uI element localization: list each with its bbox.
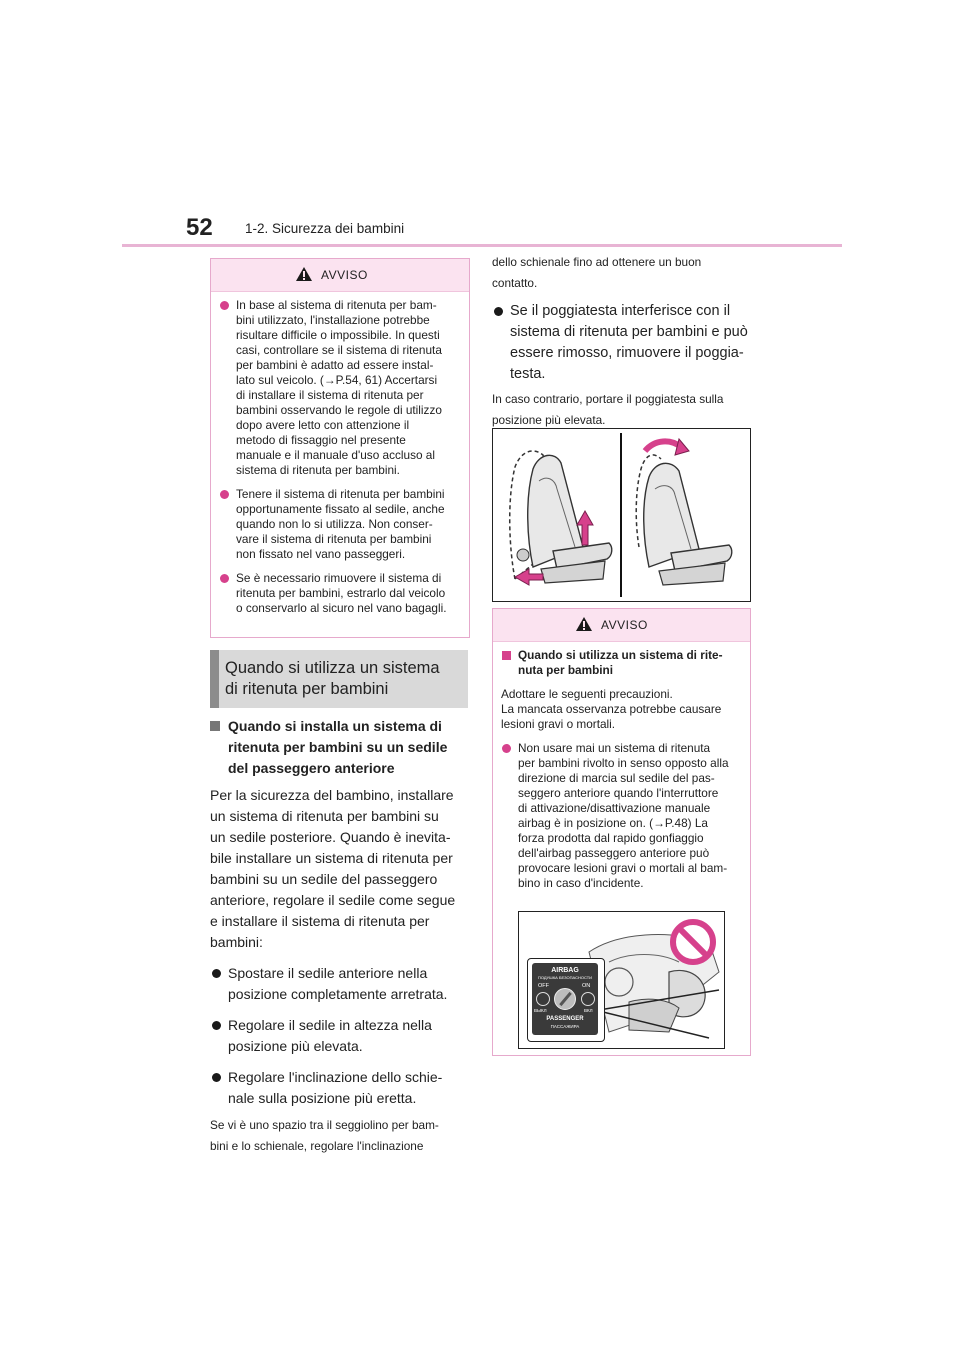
warning-text: Tenere il sistema di ritenuta per bambini opportunamente fissato al sedile, anche quando non lo si utilizza. Non conser- vare il sistema di ritenuta per bambini non fissato nel vano passeggeri. <box>236 487 445 561</box>
warning-text: In base al sistema di ritenuta per bam- bini utilizzato, l'installazione potrebbe risultare difficile o impossibile. In questi casi, controllare se il sistema di ritenuta per bambini è adatto ad essere instal- lato sul veicolo. (→P.54, 61) Accertarsi di installare il sistema di ritenuta per bambini osservando le regole di utilizzo dopo avere letto con attenzione il metodo di fissaggio nel presente manuale e il manuale d'uso accluso al sistema di ritenuta per bambini. <box>236 298 442 477</box>
heading-bar <box>210 650 219 708</box>
warning-item <box>219 571 459 616</box>
bullet-icon <box>220 490 229 499</box>
section-heading-text: Quando si utilizza un sistema di ritenuta per bambini <box>225 659 440 698</box>
note-line: Se vi è uno spazio tra il seggiolino per bam- <box>210 1118 439 1132</box>
bullet-icon <box>212 1021 221 1030</box>
airbag-label-ru: ПОДУШКА БЕЗОПАСНОСТИ <box>537 975 593 980</box>
warning-box-2 <box>492 608 751 1056</box>
off-label: OFF <box>538 983 549 989</box>
warning-item <box>219 298 459 478</box>
header-rule <box>122 244 842 247</box>
child-seat-icon <box>536 992 550 1006</box>
warning-title: AVVISO <box>321 268 368 282</box>
warning-header <box>493 609 750 642</box>
warning-box-1 <box>210 258 470 638</box>
airbag-label: AIRBAG <box>551 967 579 974</box>
section-title: 1-2. Sicurezza dei bambini <box>245 221 405 236</box>
off-label-ru: ВЫКЛ <box>534 1008 547 1013</box>
warning-body <box>211 292 469 633</box>
airbag-switch-callout <box>527 958 605 1042</box>
on-label: ON <box>582 983 591 989</box>
continued-line: dello schienale fino ad ottenere un buon <box>492 255 702 269</box>
warning-text: Non usare mai un sistema di ritenuta per bambini rivolto in senso opposto alla direzione di marcia sul sedile del pas- seggero anteriore quando l'interruttore di attivazione/disattivazione manuale airbag è in posizione on. (→P.48) La forza prodotta dal rapido gonfiaggio dell'airbag passeggero anteriore può provocare lesioni gravi o mortali al bam- bino in caso d'incidente. <box>518 741 729 890</box>
seat-adjustment-image <box>493 429 750 601</box>
list-item <box>210 1015 472 1057</box>
airbag-illustration <box>518 911 725 1049</box>
square-bullet-icon <box>210 721 220 731</box>
list-item <box>492 301 762 385</box>
square-bullet-icon <box>502 651 511 660</box>
warning-item <box>501 741 740 891</box>
warning-item <box>219 487 459 562</box>
warning-text: Se è necessario rimuovere il sistema di ritenuta per bambini, estrarlo dal veicolo o conservarlo al sicuro nel vano bagagli. <box>236 571 447 615</box>
list-item <box>210 1067 472 1109</box>
seat-left-graphic <box>510 451 612 585</box>
passenger-label: PASSENGER <box>546 1016 584 1022</box>
warning-title: AVVISO <box>601 618 648 632</box>
left-column <box>210 716 472 1157</box>
airbag-switch-panel <box>532 963 598 1035</box>
seat-illustration <box>492 428 751 602</box>
seat-right-graphic <box>636 439 732 585</box>
airbag-off-icon <box>581 992 595 1006</box>
passenger-label-ru: ПАССАЖИРА <box>550 1024 580 1029</box>
page-number: 52 <box>186 214 213 241</box>
note-line: bini e lo schienale, regolare l'inclinazione <box>210 1139 424 1153</box>
bullet-icon <box>220 301 229 310</box>
bullet-icon <box>494 307 503 316</box>
list-item-text: Spostare il sedile anteriore nella posizione completamente arretrata. <box>228 965 448 1002</box>
warning-body <box>493 642 750 908</box>
list-item-text: Se il poggiatesta interferisce con il sistema di ritenuta per bambini e può essere rimosso, rimuovere il poggia- testa. <box>510 303 748 382</box>
warning-subheading <box>501 648 740 678</box>
airbag-key-switch <box>554 988 576 1010</box>
list-item-text: Regolare l'inclinazione dello schie- nale sulla posizione più eretta. <box>228 1069 443 1106</box>
bullet-icon <box>220 574 229 583</box>
subheading <box>210 716 472 779</box>
on-label-ru: ВКЛ <box>584 1008 593 1013</box>
note-line: posizione più elevata. <box>492 413 606 427</box>
warning-subheading-text: Quando si utilizza un sistema di rite- nuta per bambini <box>518 648 723 677</box>
subheading-text: Quando si installa un sistema di ritenuta per bambini su un sedile del passeggero anteriore <box>228 718 448 776</box>
note-line: In caso contrario, portare il poggiatesta sulla <box>492 392 724 406</box>
right-column <box>492 252 762 431</box>
warning-header <box>211 259 469 292</box>
list-item <box>210 963 472 1005</box>
bullet-icon <box>502 744 511 753</box>
bullet-icon <box>212 1073 221 1082</box>
warning-intro: Adottare le seguenti precauzioni. La mancata osservanza potrebbe causare lesioni gravi o mortali. <box>501 687 722 731</box>
paragraph: Per la sicurezza del bambino, installare un sistema di ritenuta per bambini su un sedile posteriore. Quando è inevita- bile installare un sistema di ritenuta per bambini su un sedile del passeggero anteriore, regolare il sedile come segue e installare il sistema di ritenuta per bambini: <box>210 787 456 950</box>
section-heading <box>210 650 468 708</box>
warning-icon <box>575 616 593 632</box>
bullet-icon <box>212 969 221 978</box>
prohibition-icon <box>669 918 717 966</box>
warning-icon <box>295 266 313 282</box>
list-item-text: Regolare il sedile in altezza nella posizione più elevata. <box>228 1017 432 1054</box>
continued-line: contatto. <box>492 276 538 290</box>
